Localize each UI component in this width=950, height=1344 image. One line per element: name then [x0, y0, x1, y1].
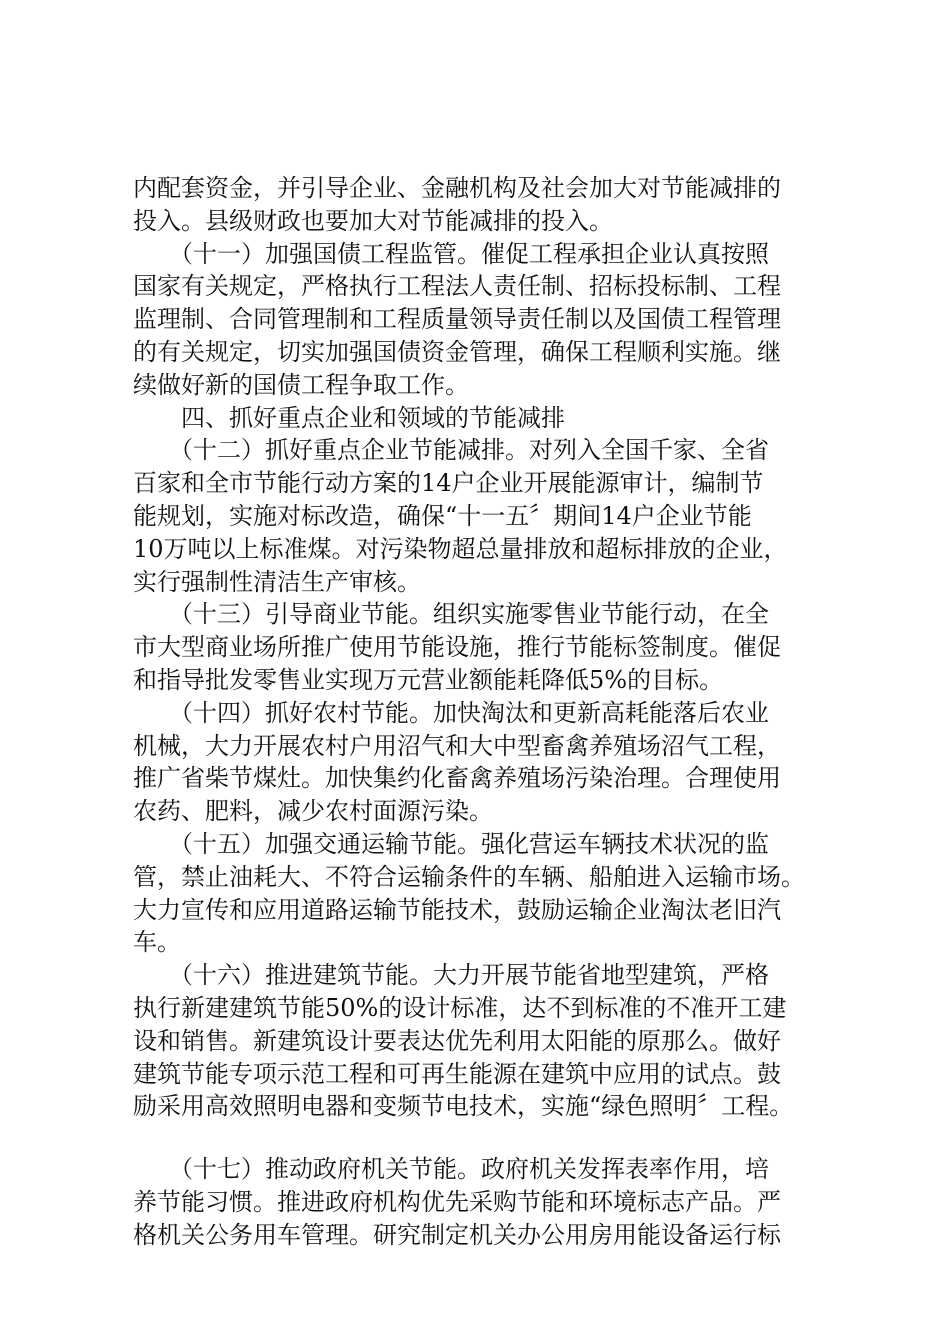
text-line: 百家和全市节能行动方案的14户企业开展能源审计，编制节: [133, 469, 764, 498]
text-line: 励采用高效照明电器和变频节电技术，实施“绿色照明〞工程。: [133, 1092, 794, 1121]
text-line: 的有关规定，切实加强国债资金管理，确保工程顺利实施。继: [133, 337, 781, 366]
text-line: （十七）推动政府机关节能。政府机关发挥表率作用，培: [133, 1155, 769, 1184]
text-line: 投入。县级财政也要加大对节能减排的投入。: [133, 206, 613, 235]
text-line: 能规划，实施对标改造，确保“十一五〞期间14户企业节能: [133, 501, 752, 530]
text-line: 农药、肥料，减少农村面源污染。: [133, 797, 493, 826]
text-line: 机械，大力开展农村户用沼气和大中型畜禽养殖场沼气工程，: [133, 731, 781, 760]
text-line: 大力宣传和应用道路运输节能技术，鼓励运输企业淘汰老旧汽: [133, 895, 781, 924]
text-line: 养节能习惯。推进政府机构优先采购节能和环境标志产品。严: [133, 1187, 781, 1216]
text-line: （十一）加强国债工程监管。催促工程承担企业认真按照: [133, 239, 769, 268]
text-line: （十三）引导商业节能。组织实施零售业节能行动，在全: [133, 600, 769, 629]
text-line: （十六）推进建筑节能。大力开展节能省地型建筑，严格: [133, 961, 769, 990]
section-heading: 四、抓好重点企业和领域的节能减排: [133, 403, 565, 432]
text-line: （十五）加强交通运输节能。强化营运车辆技术状况的监: [133, 829, 769, 858]
text-line: 管，禁止油耗大、不符合运输条件的车辆、船舶进入运输市场。: [133, 862, 805, 891]
text-line: 设和销售。新建筑设计要表达优先利用太阳能的原那么。做好: [133, 1026, 781, 1055]
text-line: 和指导批发零售业实现万元营业额能耗降低5%的目标。: [133, 665, 724, 694]
text-line: 车。: [133, 928, 181, 957]
text-line: 内配套资金，并引导企业、金融机构及社会加大对节能减排的: [133, 174, 781, 202]
text-line: 建筑节能专项示范工程和可再生能源在建筑中应用的试点。鼓: [133, 1059, 781, 1088]
text-line: 国家有关规定，严格执行工程法人责任制、招标投标制、工程: [133, 272, 781, 301]
text-line: （十四）抓好农村节能。加快淘汰和更新高耗能落后农业: [133, 698, 769, 727]
document-body: [133, 172, 823, 1252]
text-line: 续做好新的国债工程争取工作。: [133, 370, 469, 399]
text-line: 实行强制性清洁生产审核。: [133, 567, 421, 596]
text-line: 推广省柴节煤灶。加快集约化畜禽养殖场污染治理。合理使用: [133, 764, 781, 793]
text-line: 监理制、合同管理制和工程质量领导责任制以及国债工程管理: [133, 305, 781, 334]
text-line: 市大型商业场所推广使用节能设施，推行节能标签制度。催促: [133, 633, 781, 662]
text-line: 格机关公务用车管理。研究制定机关办公用房用能设备运行标: [133, 1220, 781, 1249]
text-line: （十二）抓好重点企业节能减排。对列入全国千家、全省: [133, 436, 769, 465]
paragraph-gap: [133, 1123, 823, 1153]
text-line: 执行新建建筑节能50%的设计标准，达不到标准的不准开工建: [133, 993, 787, 1022]
text-line: 10万吨以上标准煤。对污染物超总量排放和超标排放的企业，: [133, 534, 788, 563]
